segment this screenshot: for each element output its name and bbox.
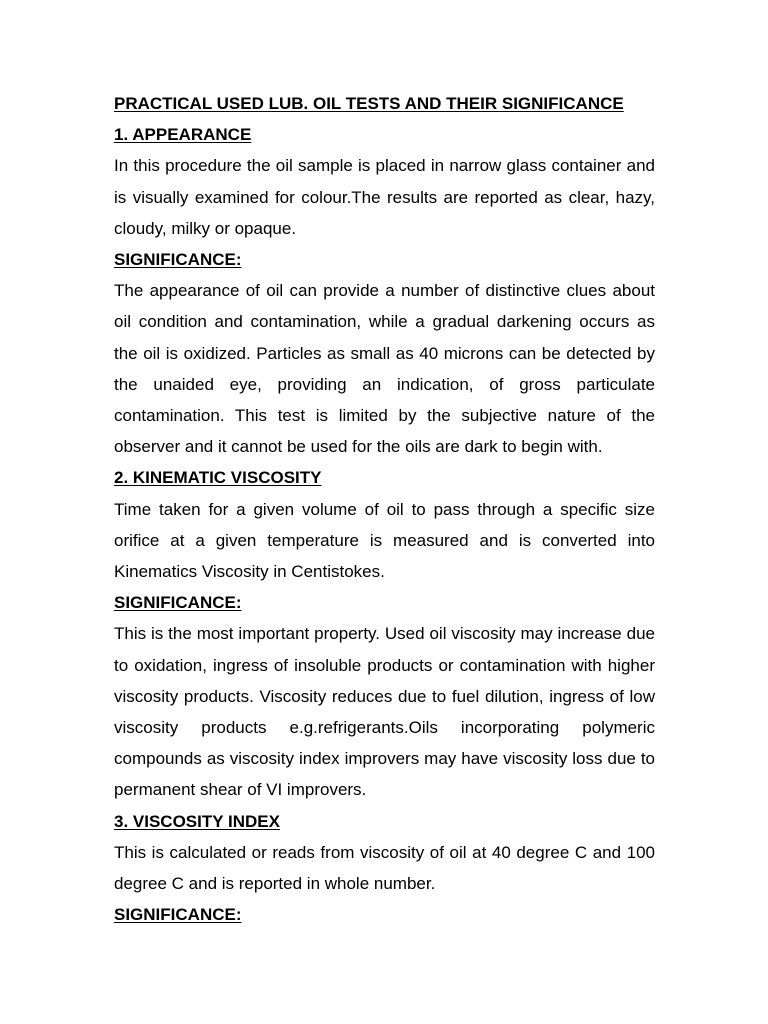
section-heading-viscosity-index: 3. VISCOSITY INDEX — [114, 811, 280, 831]
section-heading-appearance: 1. APPEARANCE — [114, 125, 252, 145]
document-title: PRACTICAL USED LUB. OIL TESTS AND THEIR SIGNIFICANCE — [114, 94, 624, 113]
significance-label-viscosity-index: SIGNIFICANCE: — [114, 905, 242, 925]
section-body-appearance: In this procedure the oil sample is placed in narrow glass container and is visually examined for colour.The results are reported as clear, hazy, cloudy, milky or opaque. — [114, 156, 655, 238]
section-body-kinematic-viscosity: Time taken for a given volume of oil to pass through a specific size orifice at a given temperature is measured and is converted into Kinematics Viscosity in Centistokes. — [114, 499, 655, 582]
significance-label-kinematic-viscosity: SIGNIFICANCE: — [114, 593, 242, 613]
section-body-viscosity-index: This is calculated or reads from viscosity of oil at 40 degree C and 100 degree C and is reported in whole number. — [114, 842, 655, 894]
significance-label-appearance: SIGNIFICANCE: — [114, 250, 242, 270]
document-page — [114, 88, 655, 930]
section-heading-kinematic-viscosity: 2. KINEMATIC VISCOSITY — [114, 468, 322, 488]
significance-text-kinematic-viscosity: This is the most important property. Used oil viscosity may increase due to oxidation, ingress of insoluble products or contamination with higher viscosity products. Viscosity reduces due to fuel dilution, ingress of low viscosity products e.g.refrigerants.Oils incorporating polymeric compounds as viscosity index improvers may have viscosity loss due to permanent shear of VI improvers. — [114, 624, 655, 800]
significance-text-appearance: The appearance of oil can provide a number of distinctive clues about oil condition and contamination, while a gradual darkening occurs as the oil is oxidized. Particles as small as 40 microns can be detected by the unaided eye, providing an indication, of gross particulate contamination. This test is limited by the subjective nature of the observer and it cannot be used for the oils are dark to begin with. — [114, 281, 655, 457]
